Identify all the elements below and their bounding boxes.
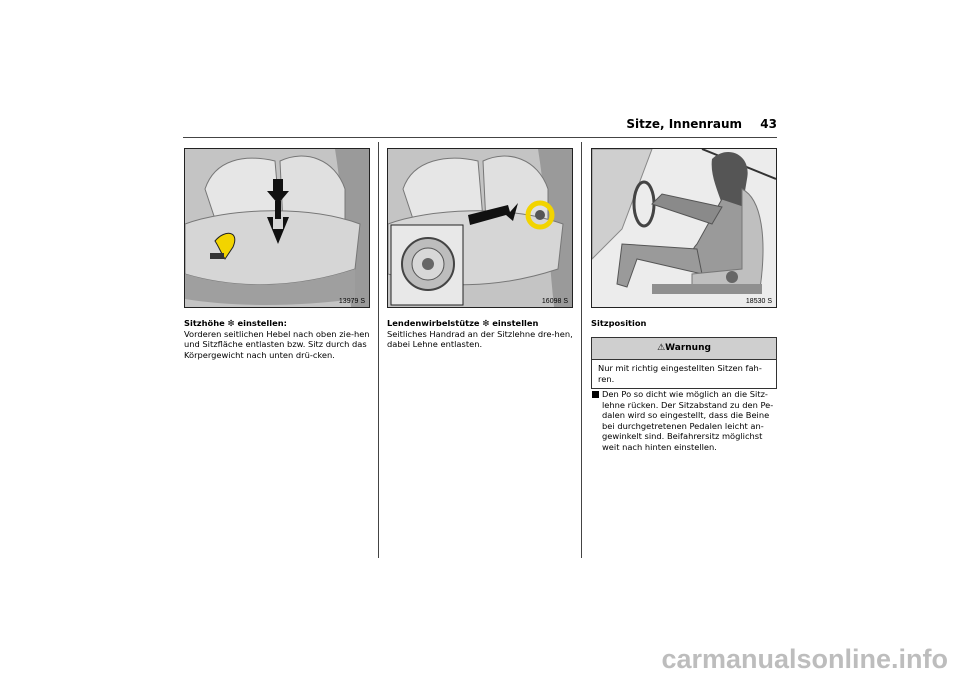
option-star-icon: ❇ xyxy=(482,318,490,328)
seating-position-heading xyxy=(591,318,779,329)
option-star-icon: ❇ xyxy=(227,318,235,328)
section-heading xyxy=(184,318,372,329)
figure-seating-position xyxy=(591,148,777,308)
watermark: carmanualsonline.info xyxy=(661,644,948,674)
heading-text: Sitzhöhe xyxy=(184,318,228,328)
warning-title: Warnung xyxy=(665,343,711,353)
section-heading: Sitzposition xyxy=(591,318,647,328)
bullet-text: Den Po so dicht wie möglich an die Sitz-lehne rücken. Der Sitzabstand zu den Pe-dalen wird so eingestellt, dass die Beine bei durchgetretenen Pedalen leicht an-gewinkelt sind. Beifahrersitz möglichst weit nach hinten einstellen. xyxy=(602,389,774,452)
warning-box xyxy=(591,337,777,389)
warning-header xyxy=(592,338,776,360)
figure-code: 18530 S xyxy=(745,298,772,305)
section-body: Seitliches Handrad an der Sitzlehne dre-hen, dabei Lehne entlasten. xyxy=(387,328,573,350)
figure-lumbar-support xyxy=(387,148,573,308)
section-body: Vorderen seitlichen Hebel nach oben zie-hen und Sitzfläche entlasten bzw. Sitz durch das Körpergewicht nach unten drü-cken. xyxy=(184,328,370,360)
seat-height-instructions xyxy=(184,318,372,360)
heading-text: Lendenwirbelstütze xyxy=(387,318,483,328)
figure-code: 16098 S xyxy=(541,298,568,305)
lumbar-support-instructions xyxy=(387,318,575,350)
driver-seating-position-illustration xyxy=(592,149,776,307)
header-rule xyxy=(183,137,777,138)
heading-text: einstellen: xyxy=(234,318,287,328)
list-item xyxy=(591,389,777,453)
figure-code: 13979 S xyxy=(338,298,365,305)
running-header-title: Sitze, Innenraum xyxy=(626,117,742,131)
column-divider xyxy=(378,142,379,558)
heading-text: einstellen xyxy=(489,318,539,328)
square-bullet-icon xyxy=(592,391,599,398)
warning-text: Nur mit richtig eingestellten Sitzen fah-ren. xyxy=(598,363,762,384)
seat-height-lever-illustration xyxy=(185,149,369,307)
column-divider xyxy=(581,142,582,558)
lumbar-support-handwheel-illustration xyxy=(388,149,572,307)
figure-seat-height xyxy=(184,148,370,308)
warning-triangle-icon: ⚠ xyxy=(657,343,666,353)
page-number: 43 xyxy=(760,117,777,131)
section-heading xyxy=(387,318,575,329)
